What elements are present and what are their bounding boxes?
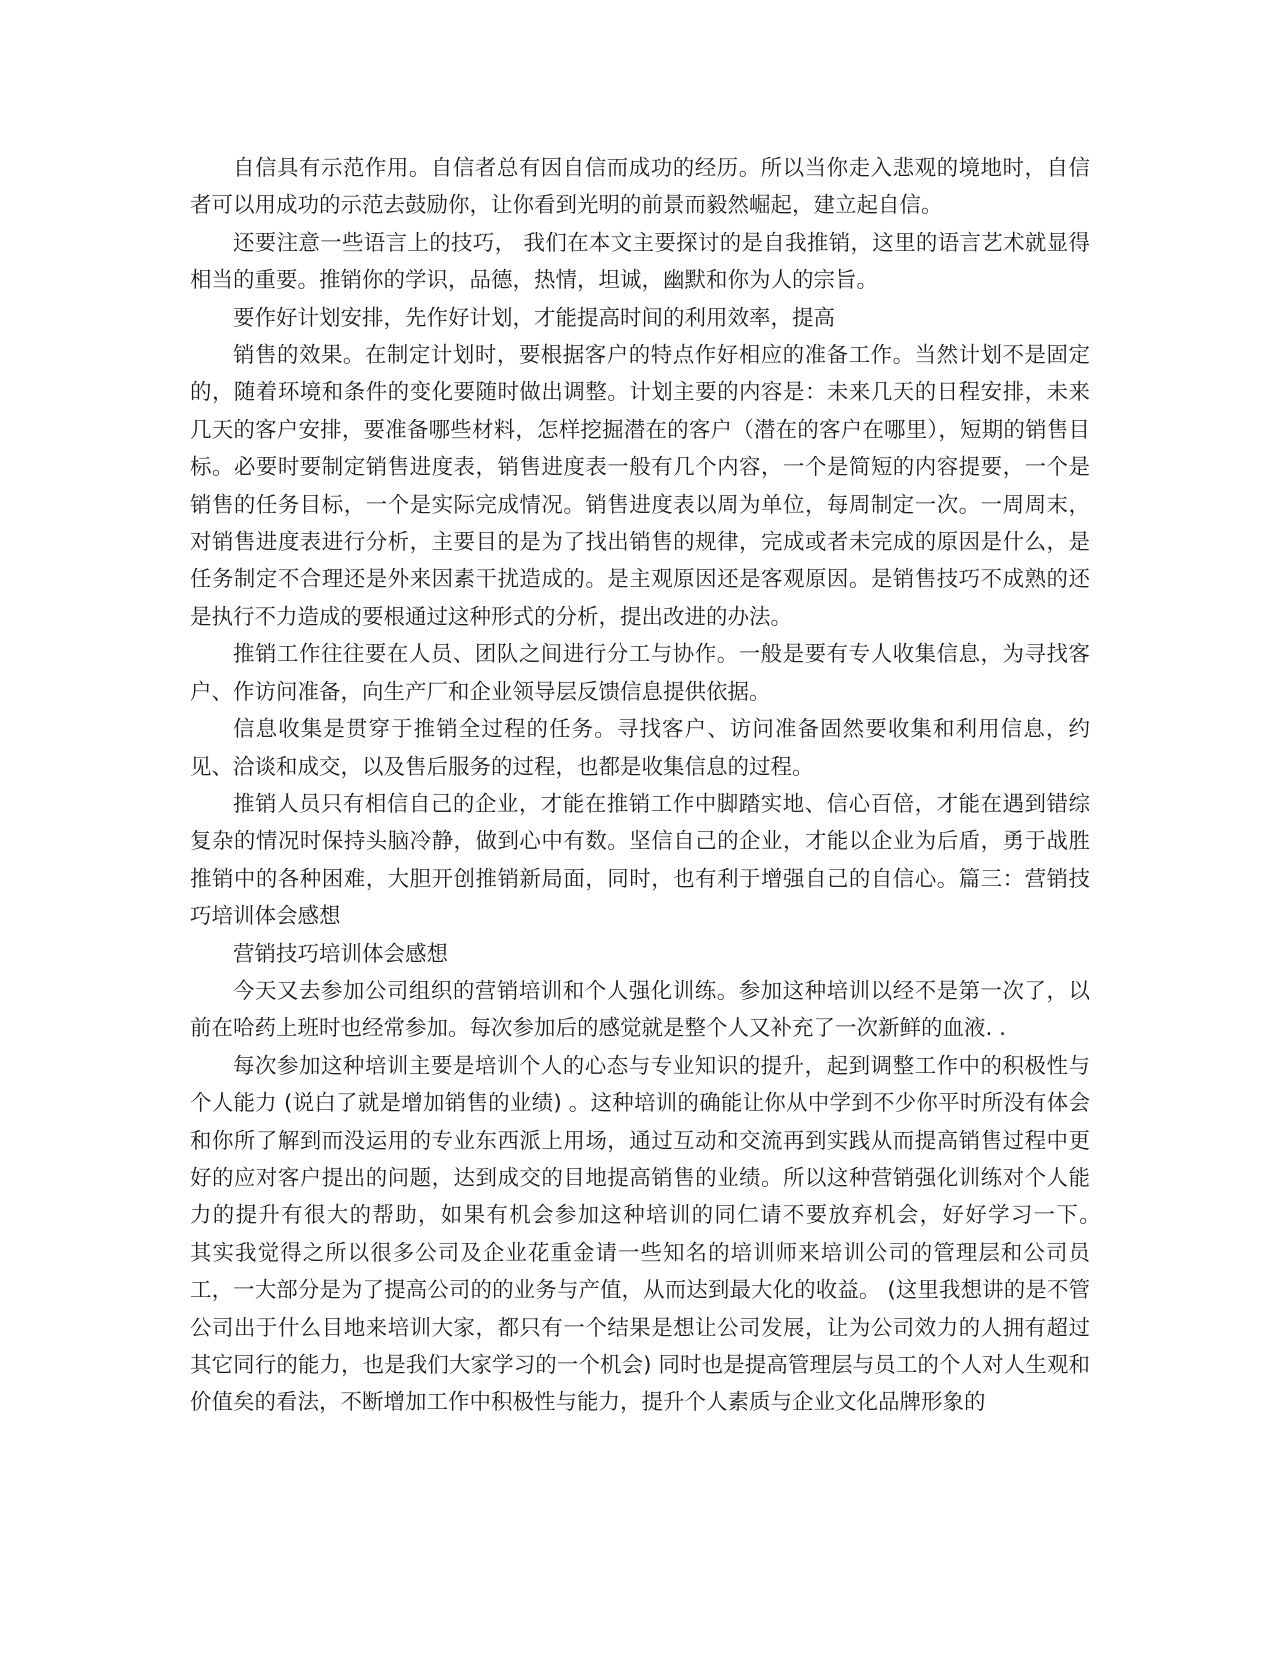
paragraph-sales-plan: 销售的效果。在制定计划时，要根据客户的特点作好相应的准备工作。当然计划不是固定的，随着环境和条件的变化要随时做出调整。计划主要的内容是：未来几天的日程安排，未来几天的客户安排，要准备哪些材料，怎样挖掘潜在的客户（潜在的客户在哪里），短期的销售目标。必要时要制定销售进度表，销售进度表一般有几个内容，一个是简短的内容提要，一个是销售的任务目标，一个是实际完成情况。销售进度表以周为单位，每周制定一次。一周周末，对销售进度表进行分析，主要目的是为了找出销售的规律，完成或者未完成的原因是什么，是任务制定不合理还是外来因素干扰造成的。是主观原因还是客观原因。是销售技巧不成熟的还是执行不力造成的要根通过这种形式的分析，提出改进的办法。 [190,343,1090,630]
paragraph-training-benefits: 每次参加这种培训主要是培训个人的心态与专业知识的提升，起到调整工作中的积极性与个人能力 (说白了就是增加销售的业绩) 。这种培训的确能让你从中学到不少你平时所没有体会和你所了解到而没运用的专业东西派上用场，通过互动和交流再到实践从而提高销售过程中更好的应对客户提出的问题，达到成交的目地提高销售的业绩。所以这种营销强化训练对个人能力的提升有很大的帮助，如果有机会参加这种培训的同仁请不要放弃机会，好好学习一下。 其实我觉得之所以很多公司及企业花重金请一些知名的培训师来培训公司的管理层和公司员工，一大部分是为了提高公司的的业务与产值，从而达到最大化的收益。 (这里我想讲的是不管公司出于什么目地来培训大家，都只有一个结果是想让公司发展，让为公司效力的人拥有超过其它同行的能力，也是我们大家学习的一个机会) 同时也是提高管理层与员工的个人对人生观和价值矣的看法，不断增加工作中积极性与能力，提升个人素质与企业文化品牌形象的 [190,1053,1134,1416]
paragraph-training-today: 今天又去参加公司组织的营销培训和个人强化训练。参加这种培训以经不是第一次了，以前在哈药上班时也经常参加。每次参加后的感觉就是整个人又补充了一次新鲜的血液. . [190,978,1090,1042]
paragraph-believe-in-company: 推销人员只有相信自己的企业，才能在推销工作中脚踏实地、信心百倍，才能在遇到错综复杂的情况时保持头脑冷静，做到心中有数。坚信自己的企业，才能以企业为后盾，勇于战胜推销中的各种困难，大胆开创推销新局面，同时，也有利于增强自己的自信心。篇三：营销技巧培训体会感想 [190,791,1090,930]
paragraph-information-collection: 信息收集是贯穿于推销全过程的任务。寻找客户、访问准备固然要收集和利用信息，约见、洽谈和成交，以及售后服务的过程，也都是收集信息的过程。 [190,717,1090,780]
document-body [190,150,1134,1422]
paragraph-teamwork: 推销工作往往要在人员、团队之间进行分工与协作。一般是要有专人收集信息，为寻找客户、作访问准备，向生产厂和企业领导层反馈信息提供依据。 [190,642,1090,705]
paragraph-planning-heading: 要作好计划安排，先作好计划，才能提高时间的利用效率，提高 [233,305,836,331]
paragraph-confidence-example: 自信具有示范作用。自信者总有因自信而成功的经历。所以当你走入悲观的境地时，自信者可以用成功的示范去鼓励你，让你看到光明的前景而毅然崛起，建立起自信。 [190,156,1090,219]
section-title: 营销技巧培训体会感想 [233,941,449,967]
paragraph-language-skills: 还要注意一些语言上的技巧， 我们在本文主要探讨的是自我推销，这里的语言艺术就显得相当的重要。推销你的学识，品德，热情，坦诚，幽默和你为人的宗旨。 [190,230,1090,294]
